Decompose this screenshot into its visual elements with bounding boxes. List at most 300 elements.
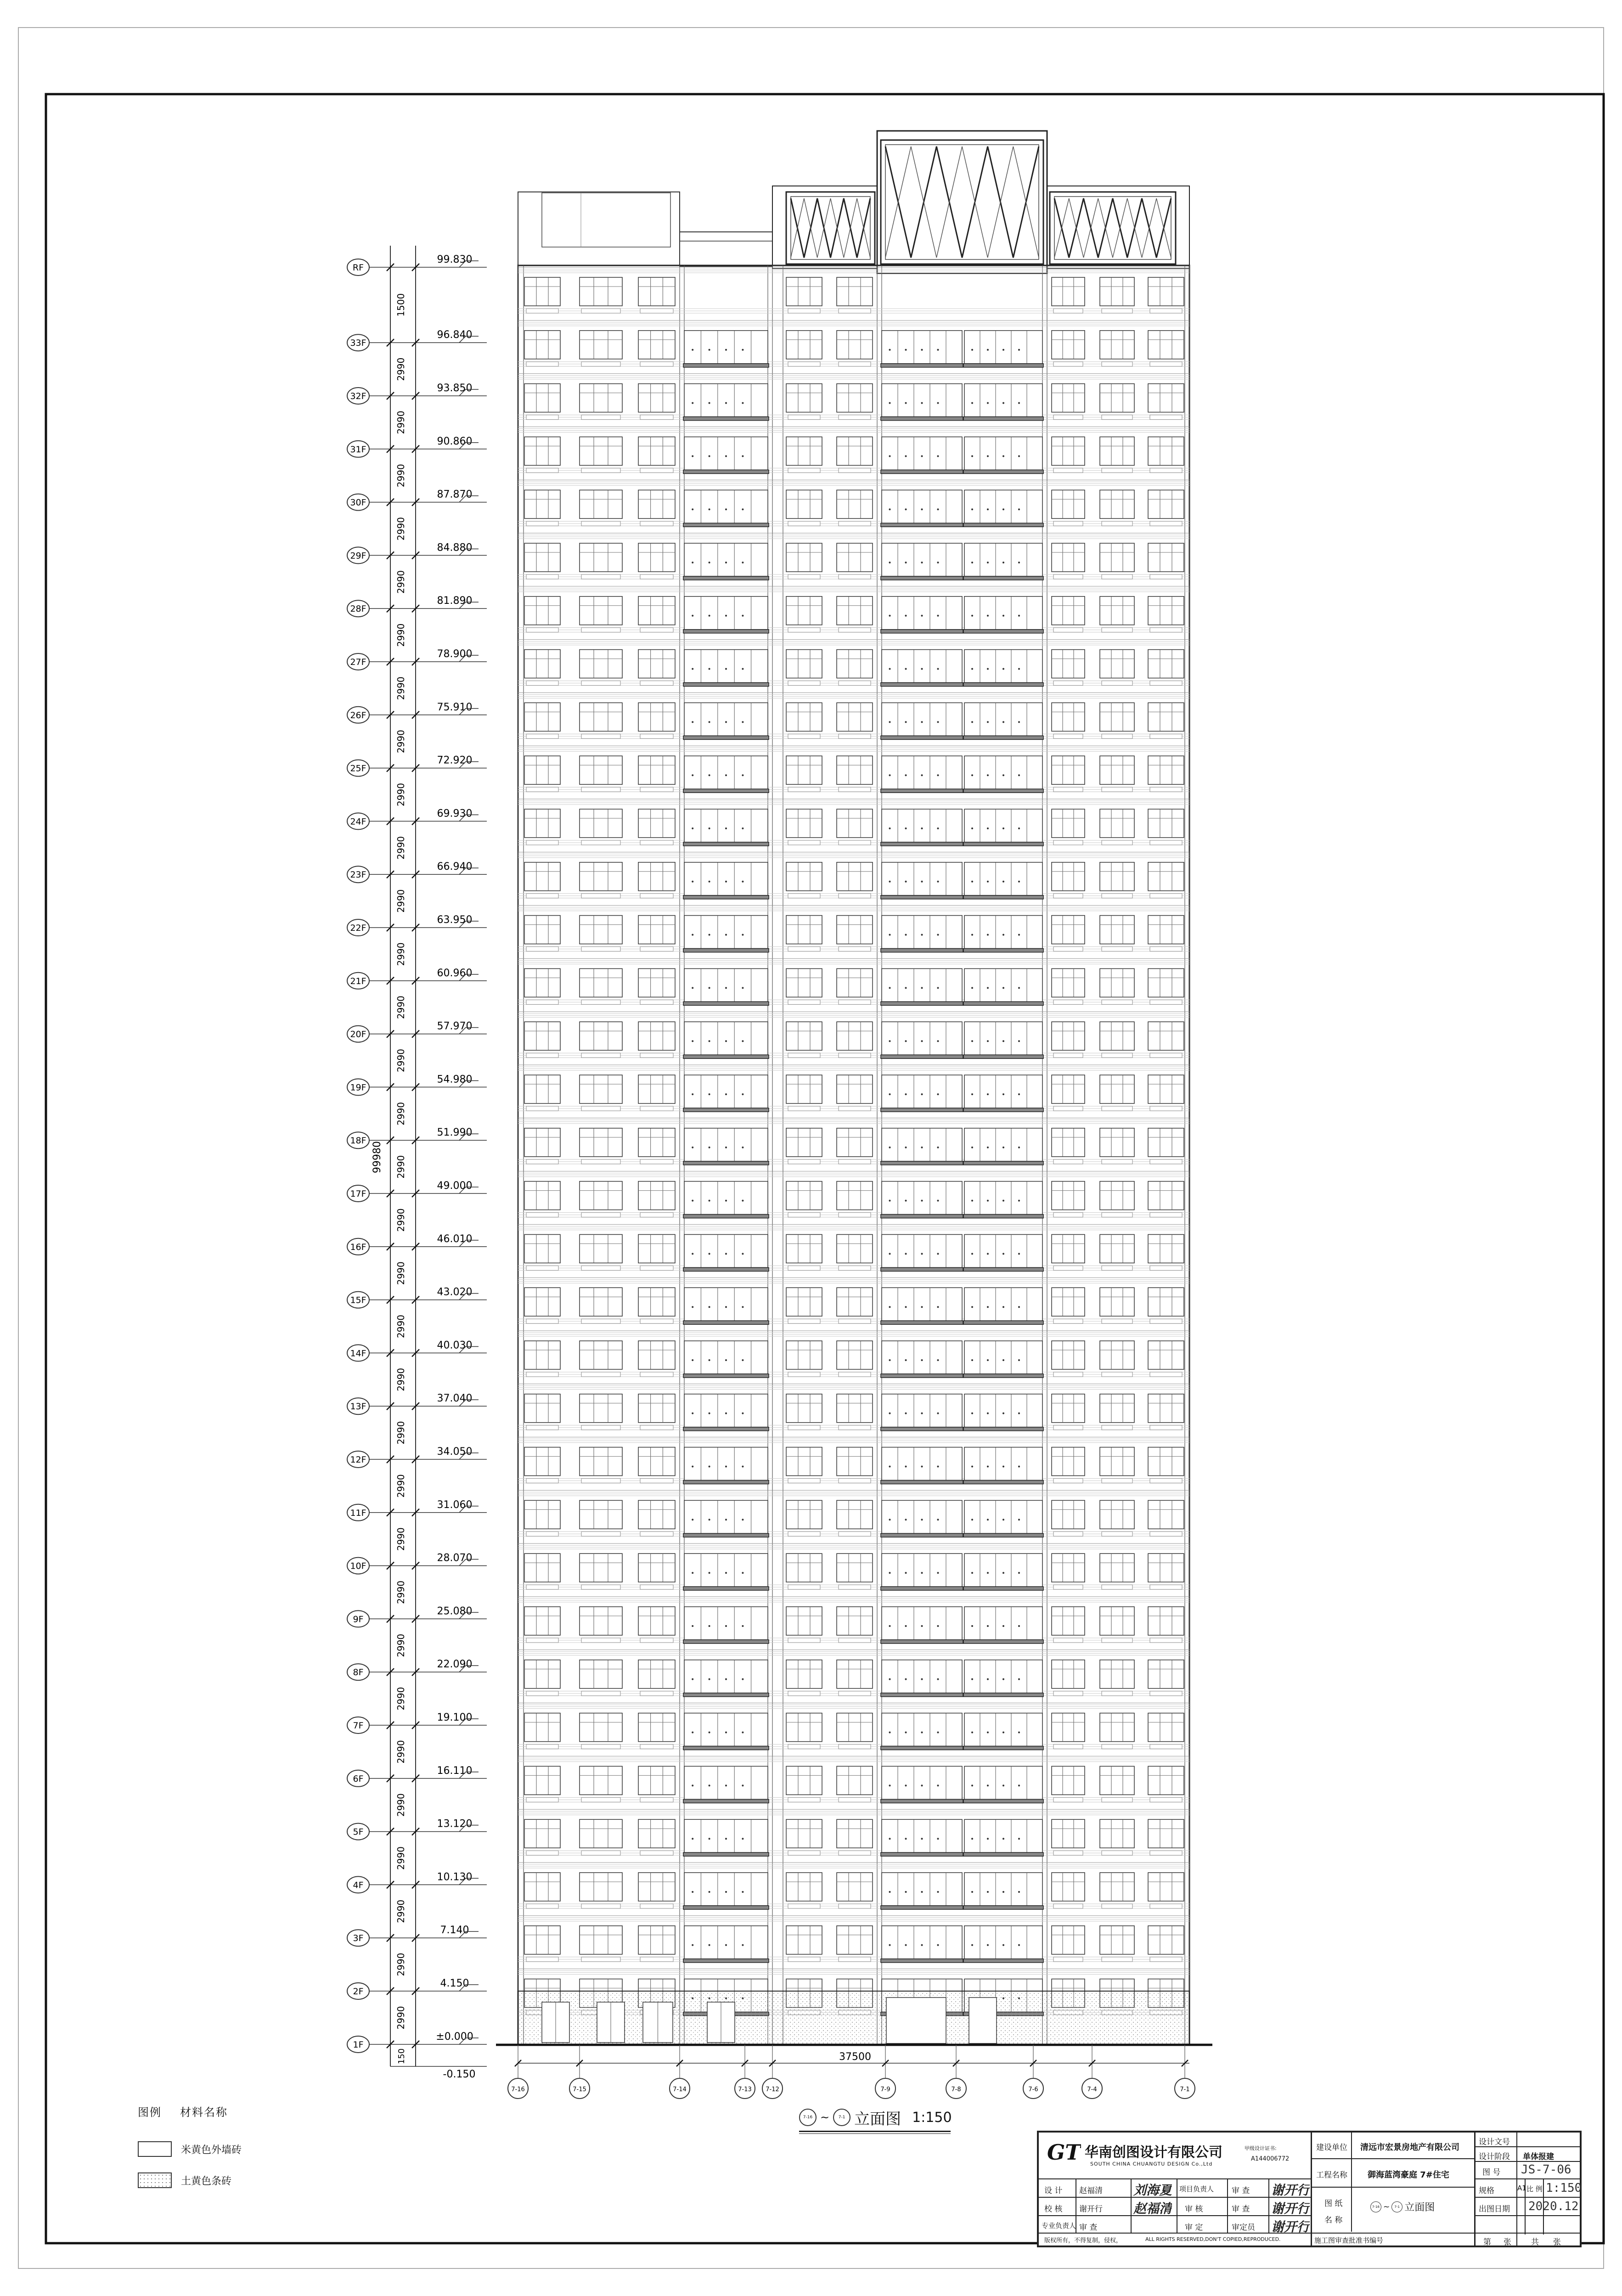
level-tag: 30F [350, 497, 366, 508]
balcony-window [684, 1447, 768, 1480]
balcony-rail [683, 364, 769, 367]
balcony-window [964, 1447, 1042, 1480]
balcony-handle [889, 1359, 891, 1361]
balcony-handle [725, 1519, 727, 1520]
window [580, 1234, 622, 1263]
window-sill [1053, 362, 1083, 366]
window [837, 331, 873, 359]
balcony-handle [692, 1625, 693, 1627]
window-sill [1053, 734, 1083, 738]
window-sill [1150, 1851, 1182, 1855]
balcony-handle [889, 1944, 891, 1946]
floor-facade [518, 1703, 1189, 1750]
cert-number: A144006772 [1251, 2155, 1290, 2162]
window [580, 1182, 622, 1210]
balcony-handle [921, 934, 923, 936]
level-5F [347, 1818, 487, 1870]
balcony-handle [692, 1466, 693, 1468]
balcony-handle [742, 402, 743, 404]
window [837, 1022, 873, 1050]
balcony-handle [889, 1147, 891, 1148]
window [786, 1660, 822, 1688]
level-6F [347, 1765, 487, 1817]
level-tag: 12F [350, 1455, 366, 1465]
window-sill [839, 1159, 871, 1164]
balcony-handle [742, 721, 743, 723]
window-sill [526, 362, 558, 366]
level-elevation: 46.010 [437, 1233, 473, 1245]
balcony-rail [683, 842, 769, 846]
balcony-handle [692, 721, 693, 723]
window-sill [788, 628, 820, 632]
floor-facade [518, 586, 1189, 633]
balcony-handle [905, 721, 907, 723]
window [1100, 650, 1134, 678]
window-sill [1150, 1000, 1182, 1004]
window [1148, 1500, 1184, 1529]
balcony-handle [905, 1732, 907, 1733]
window-sill [839, 521, 871, 526]
balcony-window [964, 384, 1042, 417]
balcony-handle [921, 987, 923, 989]
floor-height-dim: 2990 [395, 836, 406, 860]
window-sill [839, 1957, 871, 1962]
balcony-handle [921, 455, 923, 457]
window [524, 1022, 560, 1050]
balcony-handle [987, 455, 989, 457]
window-sill [581, 362, 620, 366]
window-sill [581, 1797, 620, 1802]
balcony-handle [742, 1306, 743, 1308]
balcony-handle [709, 934, 710, 936]
window-sill [640, 681, 673, 686]
balcony-handle [937, 1519, 939, 1520]
window [1052, 437, 1085, 465]
window [638, 1553, 675, 1582]
window [1148, 1182, 1184, 1210]
title-text: 立面图 [854, 2110, 901, 2128]
axis-7-6 [1023, 2045, 1043, 2099]
balcony-window [684, 1819, 768, 1852]
balcony-window [882, 703, 962, 736]
window-sill [581, 574, 620, 579]
copyright-cn: 版权所有，不得复制，侵权， [1044, 2237, 1122, 2244]
balcony-handle [742, 1359, 743, 1361]
balcony-handle [1018, 1519, 1020, 1520]
balcony-handle [692, 1519, 693, 1520]
level-tag: 19F [350, 1082, 366, 1093]
balcony-rail [881, 417, 963, 421]
title-underline [799, 2131, 951, 2132]
balcony-handle [1018, 1412, 1020, 1414]
window [1052, 543, 1085, 572]
window-sill [1053, 1266, 1083, 1270]
row3-review: 审定员 [1232, 2223, 1255, 2232]
signature: 刘海夏 [1133, 2183, 1172, 2198]
window-sill [1150, 1425, 1182, 1430]
window [1148, 1288, 1184, 1316]
balcony-handle [987, 1147, 989, 1148]
balcony-handle [725, 615, 727, 617]
row1-review: 审 查 [1232, 2186, 1250, 2195]
window [1052, 809, 1085, 838]
balcony-window [882, 1500, 962, 1533]
balcony-rail [881, 1480, 963, 1484]
window [1052, 384, 1085, 412]
overall-width-dim: 37500 [839, 2051, 871, 2063]
window-sill [788, 1797, 820, 1802]
balcony-window [964, 1607, 1042, 1640]
window [786, 1394, 822, 1423]
level-elevation: 96.840 [437, 329, 473, 341]
balcony-handle [905, 827, 907, 829]
balcony-handle [1018, 1732, 1020, 1733]
balcony-handle [905, 1093, 907, 1095]
total-label: 共 [1531, 2238, 1539, 2247]
balcony-handle [725, 1572, 727, 1574]
window-sill [788, 894, 820, 898]
level-32F [347, 383, 487, 434]
balcony-window [964, 1341, 1042, 1374]
window [1148, 437, 1184, 465]
window-sill [581, 894, 620, 898]
window [524, 968, 560, 997]
window-sill [526, 1213, 558, 1217]
window-sill [640, 309, 673, 313]
balcony-handle [921, 881, 923, 883]
balcony-rail [881, 1374, 963, 1378]
balcony-rail [963, 576, 1043, 580]
balcony-rail [683, 1055, 769, 1058]
window [524, 1713, 560, 1742]
window-sill [839, 1904, 871, 1908]
balcony-window [882, 437, 962, 470]
window-sill [788, 1585, 820, 1589]
window-sill [581, 1213, 620, 1217]
level-tag: 18F [350, 1136, 366, 1146]
balcony-handle [725, 562, 727, 563]
floor-facade [518, 1650, 1189, 1697]
level-elevation: 72.920 [437, 754, 473, 766]
balcony-window [684, 1766, 768, 1799]
balcony-handle [921, 508, 923, 510]
window [837, 916, 873, 944]
level-elevation: 31.060 [437, 1499, 473, 1511]
level-elevation: 54.980 [437, 1074, 473, 1086]
window-sill [1102, 894, 1132, 898]
balcony-handle [1002, 721, 1004, 723]
balcony-handle [971, 774, 973, 776]
balcony-handle [742, 1466, 743, 1468]
window-sill [839, 1691, 871, 1696]
balcony-handle [692, 881, 693, 883]
balcony-window [882, 1234, 962, 1267]
stage-value: 单体报建 [1523, 2152, 1554, 2161]
balcony-handle [987, 1306, 989, 1308]
window-sill [1102, 1904, 1132, 1908]
window [580, 543, 622, 572]
crown-zigzag-secondary [1054, 198, 1171, 258]
balcony-handle [725, 668, 727, 670]
window [638, 1022, 675, 1050]
balcony-rail [963, 1799, 1043, 1803]
axis-bubble: 7-1 [1391, 2201, 1402, 2212]
balcony-handle [987, 1200, 989, 1202]
window-sill [1150, 840, 1182, 845]
window [580, 1022, 622, 1050]
balcony-rail [881, 1267, 963, 1271]
window [786, 703, 822, 731]
balcony-rail [683, 1480, 769, 1484]
balcony-handle [742, 1625, 743, 1627]
stair-roof [680, 232, 772, 266]
balcony-handle [987, 1040, 989, 1042]
balcony-rail [963, 470, 1043, 473]
level-4F [347, 1871, 487, 1923]
crown-left [786, 192, 875, 264]
balcony-handle [692, 1838, 693, 1840]
balcony-window [964, 1234, 1042, 1267]
balcony-handle [971, 1519, 973, 1520]
window-sill [1150, 1106, 1182, 1111]
window-sill [1150, 947, 1182, 951]
window-sill [581, 468, 620, 473]
window [837, 809, 873, 838]
window [524, 809, 560, 838]
floor-height-dim: 2990 [395, 1899, 406, 1923]
floor-facade [518, 1756, 1189, 1803]
balcony-rail [963, 1161, 1043, 1165]
axis-label: 7-16 [511, 2086, 525, 2093]
window [524, 384, 560, 412]
window [524, 1288, 560, 1316]
balcony-rail [683, 523, 769, 527]
balcony-handle [692, 402, 693, 404]
window [1052, 1766, 1085, 1795]
window-sill [1053, 415, 1083, 420]
title-separator: ~ [820, 2111, 830, 2124]
level-tag: 23F [350, 870, 366, 880]
balcony-handle [971, 1784, 973, 1786]
balcony-window [684, 1873, 768, 1906]
balcony-window [964, 1075, 1042, 1108]
floor-facade [518, 1384, 1189, 1431]
axis-label: 7-15 [573, 2086, 586, 2093]
balcony-handle [971, 1678, 973, 1680]
legend-swatch-dots [138, 2172, 172, 2188]
balcony-handle [937, 1040, 939, 1042]
window [638, 1926, 675, 1954]
window-sill [640, 1425, 673, 1430]
balcony-handle [725, 1466, 727, 1468]
balcony-handle [889, 1093, 891, 1095]
crown-zigzag [791, 198, 870, 258]
balcony-window [882, 1607, 962, 1640]
balcony-handle [725, 987, 727, 989]
balcony-handle [987, 827, 989, 829]
floor-height-dim: 2990 [395, 570, 406, 594]
window [1052, 1500, 1085, 1529]
window-sill [526, 840, 558, 845]
balcony-window [684, 597, 768, 630]
balcony-handle [742, 615, 743, 617]
balcony-handle [921, 1306, 923, 1308]
level-tag: 32F [350, 391, 366, 401]
balcony-handle [905, 1040, 907, 1042]
balcony-window [964, 1873, 1042, 1906]
floor-height-dim: 2990 [395, 1953, 406, 1976]
balcony-rail [683, 1959, 769, 1963]
window-sill [1102, 1957, 1132, 1962]
window [786, 331, 822, 359]
balcony-handle [937, 1732, 939, 1733]
floor-facade [518, 374, 1189, 421]
level-tag: 17F [350, 1189, 366, 1199]
window-sill [581, 1851, 620, 1855]
level-11F [347, 1499, 487, 1551]
crown-zigzag-secondary [885, 146, 1039, 258]
balcony-handle [709, 1147, 710, 1148]
window [786, 490, 822, 518]
level-17F [347, 1180, 487, 1232]
window [524, 1766, 560, 1795]
balcony-handle [692, 987, 693, 989]
window [1100, 916, 1134, 944]
balcony-handle [742, 1093, 743, 1095]
balcony-handle [937, 402, 939, 404]
balcony-window [684, 1182, 768, 1215]
balcony-handle [921, 774, 923, 776]
level-tag: 20F [350, 1029, 366, 1040]
balcony-window [684, 650, 768, 683]
row2-role: 校 核 [1044, 2205, 1063, 2214]
window [1148, 968, 1184, 997]
balcony-handle [1002, 402, 1004, 404]
balcony-handle [742, 987, 743, 989]
crown-tower [877, 131, 1047, 273]
balcony-handle [709, 455, 710, 457]
window-sill [1053, 1213, 1083, 1217]
balcony-rail [963, 1321, 1043, 1324]
window-sill [788, 681, 820, 686]
balcony-rail [963, 1427, 1043, 1431]
window-sill [581, 1106, 620, 1111]
window-sill [1102, 1638, 1132, 1643]
balcony-handle [937, 827, 939, 829]
level-20F [347, 1021, 487, 1072]
balcony-handle [1002, 987, 1004, 989]
window-sill [788, 787, 820, 792]
window-sill [839, 1638, 871, 1643]
balcony-handle [921, 1466, 923, 1468]
axis-7-8 [946, 2045, 966, 2099]
balcony-handle [987, 987, 989, 989]
window-sill [839, 947, 871, 951]
legend-swatch-plain [138, 2141, 172, 2157]
floor-height-dim: 2990 [395, 357, 406, 381]
balcony-rail [963, 895, 1043, 899]
balcony-handle [709, 721, 710, 723]
window [837, 1288, 873, 1316]
floor-height-dim: 2990 [395, 1527, 406, 1551]
axis-7-4 [1082, 2045, 1102, 2099]
balcony-rail [881, 1321, 963, 1324]
balcony-window [684, 1607, 768, 1640]
window [837, 1766, 873, 1795]
balcony-handle [1018, 1678, 1020, 1680]
balcony-window [882, 916, 962, 949]
balcony-window [882, 650, 962, 683]
window-sill [526, 1957, 558, 1962]
balcony-rail [683, 1267, 769, 1271]
sheet-label: 图 号 [1482, 2168, 1501, 2177]
level-2F [347, 1978, 487, 2029]
level-tag: 8F [353, 1667, 364, 1678]
level-tag: 5F [353, 1827, 364, 1837]
balcony-handle [742, 1253, 743, 1255]
balcony-handle [742, 934, 743, 936]
balcony-handle [921, 615, 923, 617]
window-sill [1150, 1797, 1182, 1802]
floor-height-dim: 2990 [395, 1367, 406, 1391]
balcony-handle [937, 881, 939, 883]
balcony-handle [889, 615, 891, 617]
window [786, 756, 822, 784]
balcony-window [684, 1553, 768, 1587]
window [1148, 277, 1184, 306]
window-sill [526, 628, 558, 632]
window [1148, 1075, 1184, 1103]
floor-facade [518, 1809, 1189, 1856]
window-sill [1053, 1745, 1083, 1749]
window [524, 437, 560, 465]
window [1052, 277, 1085, 306]
floor-height-dim: 2990 [395, 1315, 406, 1338]
balcony-rail [963, 1002, 1043, 1005]
balcony-handle [742, 1519, 743, 1520]
balcony-rail [683, 1906, 769, 1909]
balcony-handle [987, 1732, 989, 1733]
balcony-handle [742, 562, 743, 563]
level-tag: 15F [350, 1295, 366, 1306]
window [524, 1447, 560, 1476]
balcony-rail [881, 1587, 963, 1590]
balcony-handle [742, 1944, 743, 1946]
window-sill [526, 1638, 558, 1643]
window-sill [1150, 628, 1182, 632]
balcony-handle [1018, 1359, 1020, 1361]
axis-7-12 [762, 2045, 783, 2099]
balcony-handle [692, 1732, 693, 1733]
balcony-handle [1018, 1838, 1020, 1840]
floor-height-dim: 2990 [395, 996, 406, 1019]
level-tag: 22F [350, 923, 366, 933]
balcony-handle [692, 1093, 693, 1095]
window-sill [640, 734, 673, 738]
balcony-handle [889, 508, 891, 510]
balcony-rail [881, 949, 963, 952]
title-axis-bubble-left: 7-16 [799, 2109, 817, 2126]
window-sill [640, 1266, 673, 1270]
balcony-handle [709, 1944, 710, 1946]
window [786, 1926, 822, 1954]
window [524, 1234, 560, 1263]
balcony-rail [963, 683, 1043, 687]
level-30F [347, 489, 487, 540]
balcony-handle [987, 562, 989, 563]
window [786, 1713, 822, 1742]
floor-facade [518, 427, 1189, 473]
